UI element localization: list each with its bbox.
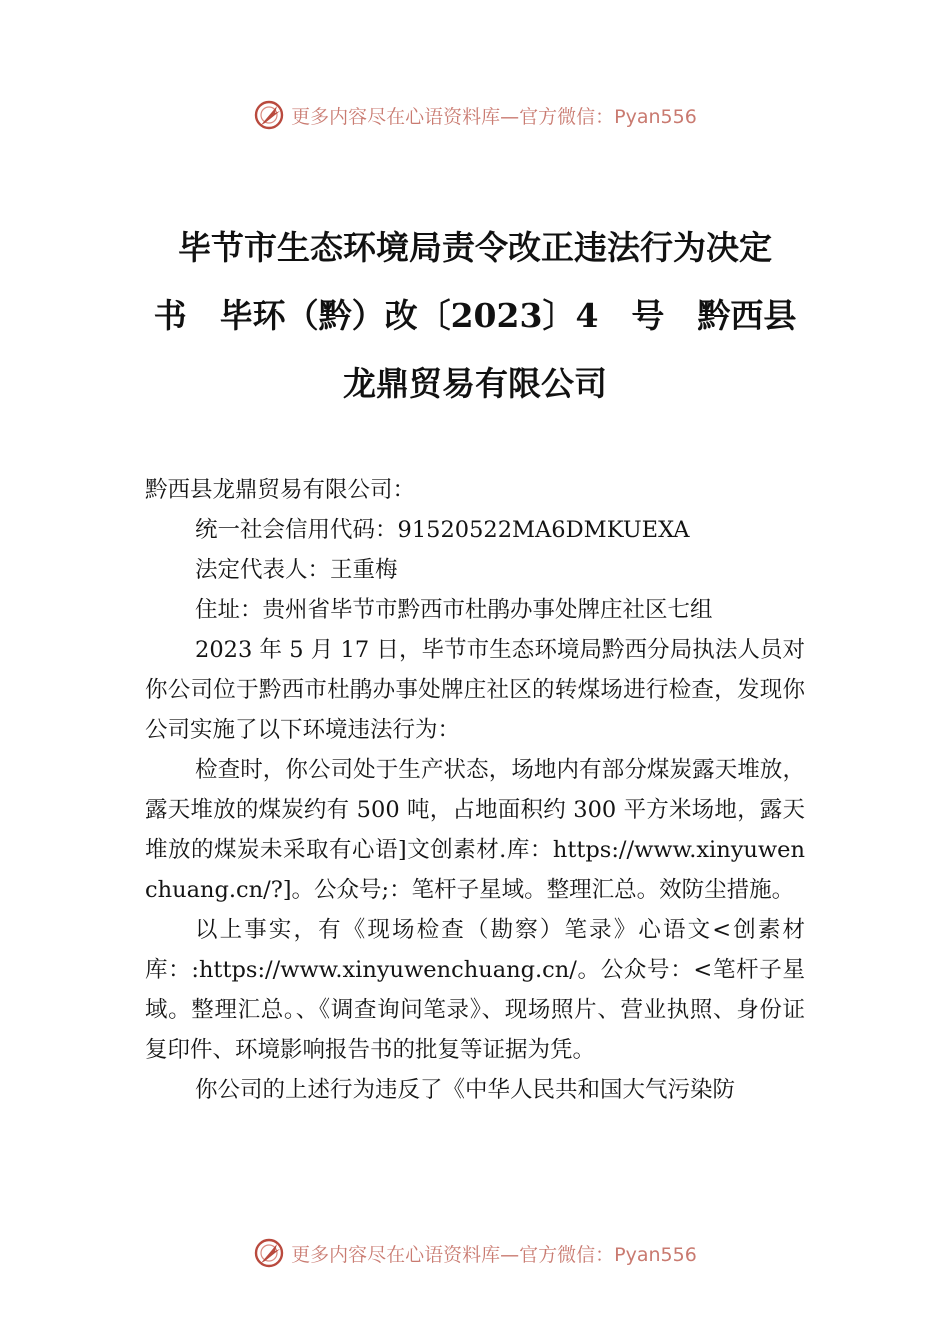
body-paragraph: 你公司的上述行为违反了《中华人民共和国大气污染防 (195, 1077, 736, 1103)
quill-logo-icon (253, 1237, 285, 1269)
watermark-footer (0, 1235, 950, 1271)
quill-logo-icon (253, 99, 285, 131)
watermark-text: 更多内容尽在心语资料库—官方微信：Pyan556 (291, 1243, 697, 1266)
document-title-line-3: 龙鼎贸易有限公司 (343, 364, 607, 403)
addressee: 黔西县龙鼎贸易有限公司： (145, 477, 416, 503)
credit-code-line: 统一社会信用代码：91520522MA6DMKUEXA (195, 517, 690, 543)
body-paragraph: 2023 年 5 月 17 日，毕节市生态环境局黔西分局执法人员对你公司位于黔西市杜鹃办事处牌庄社区的转煤场进行检查，发现你公司实施了以下环境违法行为： (145, 637, 805, 743)
watermark-text: 更多内容尽在心语资料库—官方微信：Pyan556 (291, 105, 697, 128)
body-paragraph: 检查时，你公司处于生产状态，场地内有部分煤炭露天堆放，露天堆放的煤炭约有 500 吨，占地面积约 300 平方米场地，露天堆放的煤炭未采取有心语]文创素材.库：https://www.xinyuwenchuang.cn/?]。公众号;：笔杆子星域。整理汇总。效防尘措施。 (145, 757, 805, 903)
watermark-header (0, 97, 950, 133)
address-line: 住址：贵州省毕节市黔西市杜鹃办事处牌庄社区七组 (195, 597, 713, 623)
legal-representative-line: 法定代表人：王重梅 (195, 557, 398, 583)
document-title-line-1: 毕节市生态环境局责令改正违法行为决定 (178, 228, 772, 267)
body-paragraph: 以上事实，有《现场检查（勘察）笔录》心语文<创素材库：:https://www.xinyuwenchuang.cn/。公众号：<笔杆子星域。整理汇总。、《调查询问笔录》、现场照片、营业执照、身份证复印件、环境影响报告书的批复等证据为凭。 (145, 917, 805, 1063)
document-body (145, 470, 805, 1110)
document-title-line-2: 书 毕环（黔）改〔2023〕4 号 黔西县 (153, 296, 797, 335)
